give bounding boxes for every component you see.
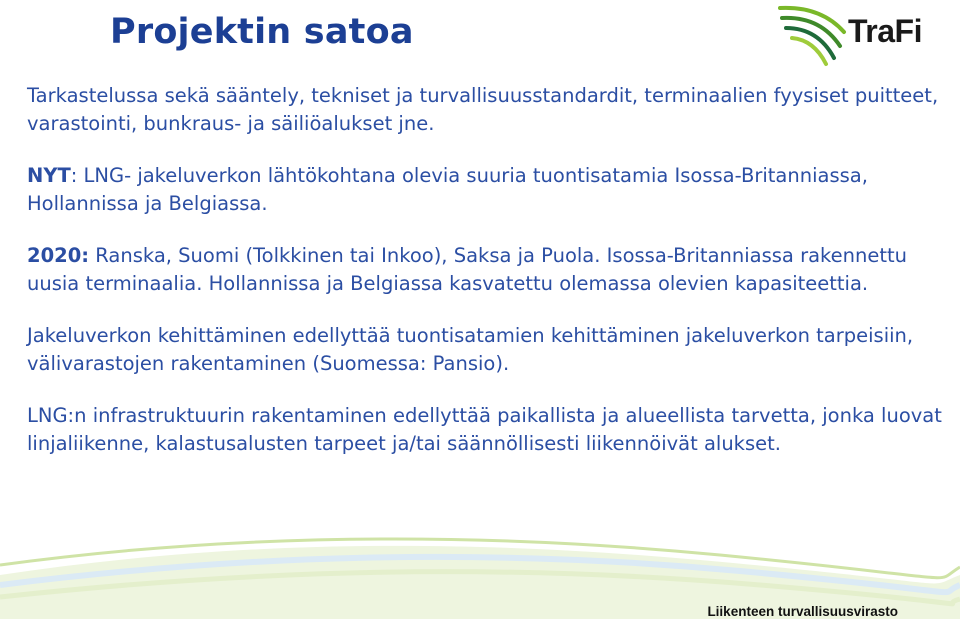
paragraph-lead: NYT: [27, 164, 71, 187]
paragraph-text: Tarkastelussa sekä sääntely, tekniset ja turvallisuusstandardit, terminaalien fyysiset puitteet, varastointi, bunkraus- ja säiliöalukset jne.: [27, 84, 939, 135]
paragraph-text: LNG:n infrastruktuurin rakentaminen edellyttää paikallista ja alueellista tarvetta, jonka luovat linjaliikenne, kalastusalusten tarpeet ja/tai säännöllisesti liikennöivät alukset.: [27, 404, 942, 455]
footer-agency-name: Liikenteen turvallisuusvirasto: [707, 604, 898, 619]
paragraph-scope: [27, 82, 947, 138]
slide-title: Projektin satoa: [110, 12, 414, 52]
paragraph-text: Ranska, Suomi (Tolkkinen tai Inkoo), Saksa ja Puola. Isossa-Britanniassa rakennettu uusia terminaalia. Hollannissa ja Belgiassa kasvatettu olemassa olevien kapasiteettia.: [27, 244, 907, 295]
paragraph-lead: 2020:: [27, 244, 90, 267]
paragraph-text: : LNG- jakeluverkon lähtökohtana olevia suuria tuontisatamia Isossa-Britanniassa, Hollannissa ja Belgiassa.: [27, 164, 868, 215]
paragraph-now: [27, 162, 947, 218]
decorative-waves: [0, 505, 960, 619]
logo-wordmark: TraFi: [848, 13, 922, 49]
paragraph-text: Jakeluverkon kehittäminen edellyttää tuontisatamien kehittäminen jakeluverkon tarpeisiin, välivarastojen rakentaminen (Suomessa: Pansio).: [27, 324, 914, 375]
paragraph-infrastructure: [27, 402, 947, 458]
slide-body: [27, 82, 947, 482]
paragraph-2020: [27, 242, 947, 298]
paragraph-distribution: [27, 322, 947, 378]
